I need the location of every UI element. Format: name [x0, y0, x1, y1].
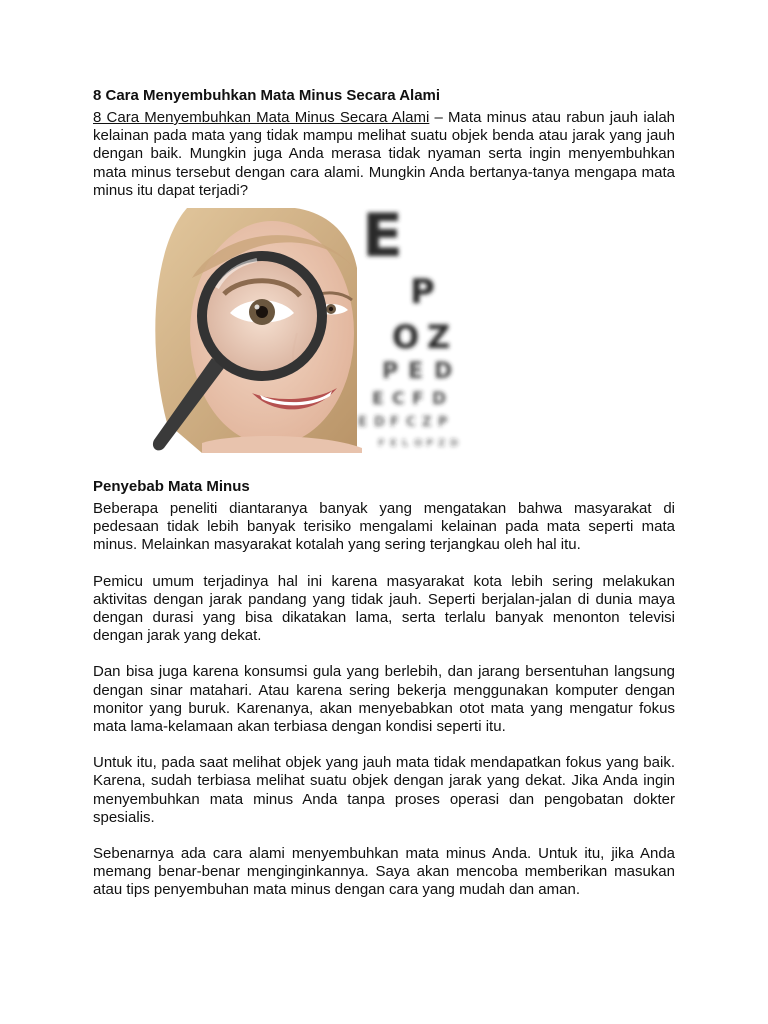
chart-letter: D — [432, 389, 447, 410]
chart-letter: L — [402, 438, 409, 450]
chart-letter: D — [434, 359, 453, 385]
chart-letter: D — [374, 415, 385, 431]
paragraph: Sebenarnya ada cara alami menyembuhkan mata minus Anda. Untuk itu, jika Anda memang benar-benar menginginkannya. Saya akan mencoba memberikan masukan atau tips penyembuhan mata minus dengan cara yang mudah dan aman. — [93, 845, 675, 899]
paragraph: Beberapa peneliti diantaranya banyak yang mengatakan bahwa masyarakat di pedesaan tidak lebih banyak terisiko mengalami kelainan pada mata seperti mata minus. Melainkan masyarakat kotalah yang sering terjangkau oleh hal itu. — [93, 500, 675, 554]
paragraph: Dan bisa juga karena konsumsi gula yang berlebih, dan jarang bersentuhan langsung dengan sinar matahari. Atau karena sering bekerja menggunakan komputer dengan monitor yang buruk. Karenanya, akan menyebabkan otot mata yang mengatur fokus mata lama-kelamaan akan terbiasa dengan kondisi seperti itu. — [93, 663, 675, 736]
chart-letter: C — [406, 415, 416, 431]
chart-letter: P — [438, 415, 448, 431]
chart-letter: F — [390, 415, 399, 431]
chart-letter: Z — [427, 318, 451, 357]
chart-letter: F — [412, 389, 424, 410]
chart-letter: O — [392, 318, 420, 357]
intro-text: – Mata minus atau rabun jauh ialah kelainan pada mata yang tidak mampu melihat suatu objek benda atau jarak yang jauh dengan baik. Mungkin juga Anda merasa tidak nyaman serta ingin menyembuhkan mata minus tersebut dengan cara alami. Mungkin Anda bertanya-tanya mengapa mata minus itu dapat terjadi? — [93, 109, 676, 199]
title-link[interactable]: 8 Cara Menyembuhkan Mata Minus Secara Alami — [93, 109, 430, 126]
chart-letter: P — [382, 359, 399, 385]
section-heading: Penyebab Mata Minus — [93, 478, 250, 496]
chart-letter: Z — [422, 415, 432, 431]
chart-letter: E — [390, 438, 397, 450]
chart-letter: F — [378, 438, 385, 450]
article-title: 8 Cara Menyembuhkan Mata Minus Secara Alami — [93, 87, 441, 104]
eye-chart — [358, 208, 458, 449]
paragraph: Untuk itu, pada saat melihat objek yang jauh mata tidak mendapatkan fokus yang baik. Karena, sudah terbiasa melihat suatu objek dengan jarak yang dekat. Jika Anda ingin menyembuhkan mata minus Anda tanpa proses operasi dan pengobatan dokter spesialis. — [93, 754, 675, 826]
paragraph: Pemicu umum terjadinya hal ini karena masyarakat kota lebih sering melakukan aktivitas dengan jarak pandang yang tidak jauh. Seperti berjalan-jalan di dunia maya dengan durasi yang bisa dikatakan lama, serta terlalu banyak menonton televisi dengan jarak yang dekat. — [93, 572, 675, 645]
chart-letter: E — [362, 208, 403, 272]
chart-letter: E — [358, 415, 367, 431]
chart-letter: C — [392, 389, 405, 410]
chart-letter: P — [426, 438, 434, 450]
article-body — [93, 86, 675, 900]
chart-letter: E — [372, 389, 384, 410]
eye-exam-photo — [92, 208, 475, 453]
chart-letter: E — [408, 359, 424, 385]
chart-letter: P — [410, 272, 435, 313]
intro-paragraph — [93, 109, 675, 200]
chart-letter: O — [414, 438, 423, 450]
chart-letter: D — [450, 438, 459, 450]
chart-letter: Z — [438, 438, 446, 450]
